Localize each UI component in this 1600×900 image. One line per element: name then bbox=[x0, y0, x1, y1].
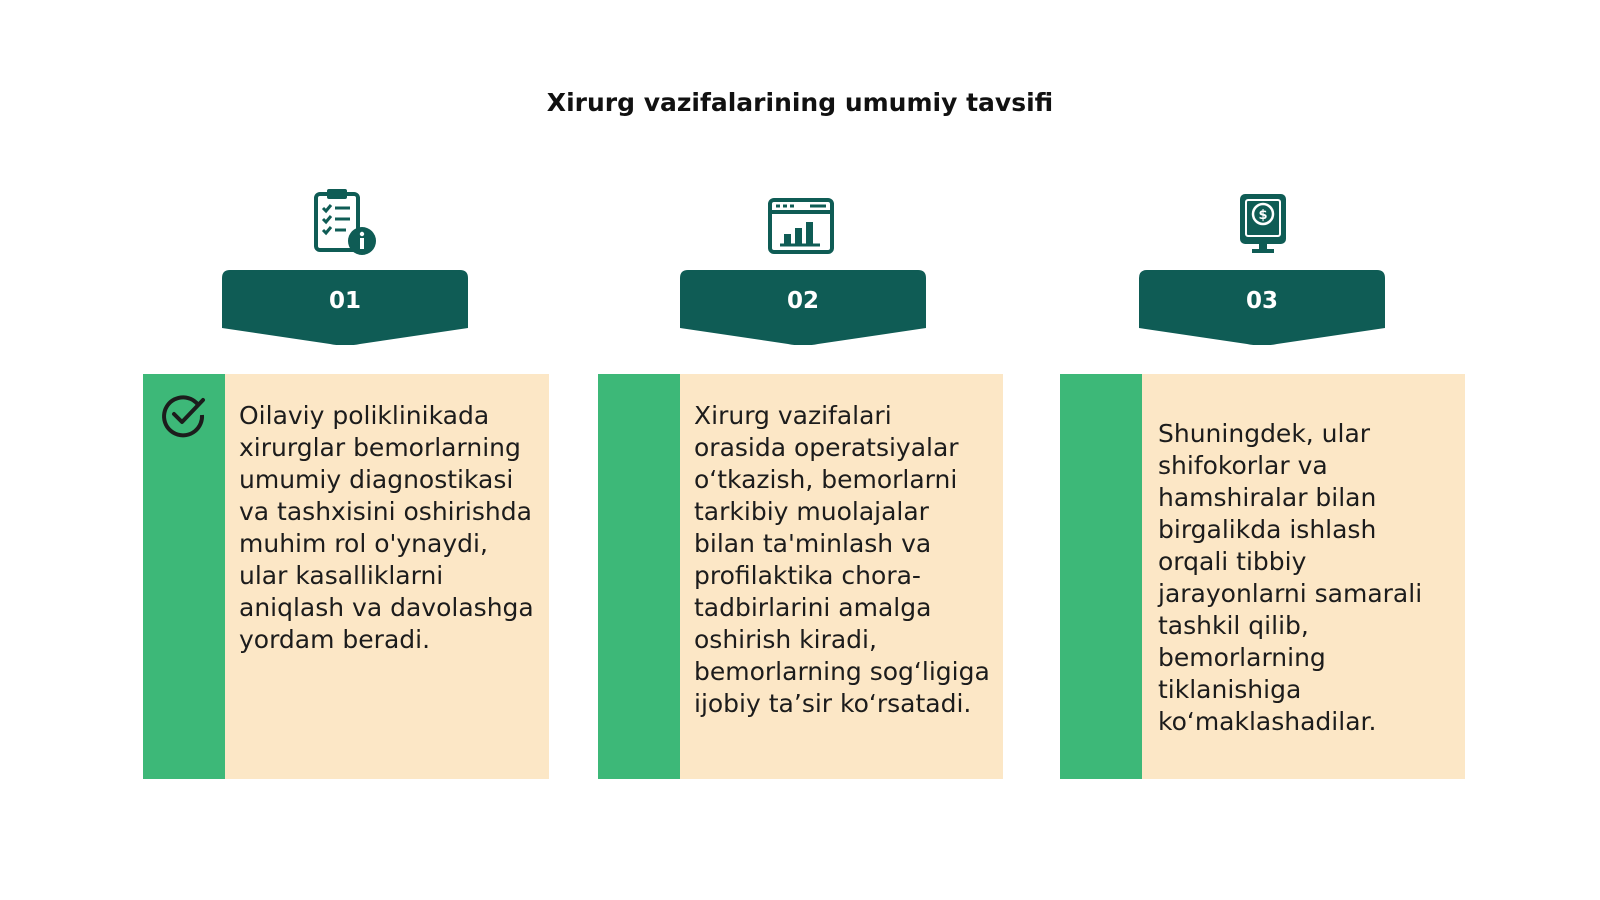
browser-bar-chart-icon bbox=[766, 188, 836, 258]
monitor-dollar-icon bbox=[1228, 188, 1298, 258]
page-title: Xirurg vazifalarining umumiy tavsifi bbox=[546, 88, 1054, 117]
step-tab-01 bbox=[222, 270, 468, 345]
card-text: Shuningdek, ular shifokorlar va hamshiralar bilan birgalikda ishlash orqali tibbiy jarayonlarni samarali tashkil qilib, bemorlarning tiklanishiga ko‘maklashadilar. bbox=[1158, 419, 1423, 736]
card-accent-bar bbox=[1060, 374, 1142, 779]
info-card-2 bbox=[598, 374, 1003, 779]
card-text: Oilaviy poliklinikada xirurglar bemorlarning umumiy diagnostikasi va tashxisini oshirishda muhim rol o'ynaydi, ular kasalliklarni aniqlash va davolashga yordam beradi. bbox=[239, 401, 534, 654]
step-tab-02 bbox=[680, 270, 926, 345]
svg-text:$: $ bbox=[1258, 208, 1268, 223]
step-number: 02 bbox=[786, 288, 819, 314]
info-card-3 bbox=[1060, 374, 1465, 779]
step-number: 01 bbox=[328, 288, 361, 314]
card-text: Xirurg vazifalari orasida operatsiyalar o‘tkazish, bemorlarni tarkibiy muolajalar bilan ta'minlash va profilaktika chora-tadbirlarini amalga oshirish kiradi, bemorlarning sog‘ligiga ijobiy ta’sir ko‘rsatadi. bbox=[694, 401, 990, 718]
step-tab-03 bbox=[1139, 270, 1385, 345]
check-circle-icon bbox=[161, 392, 207, 438]
card-accent-bar bbox=[598, 374, 680, 779]
info-card-1 bbox=[143, 374, 549, 779]
step-number: 03 bbox=[1245, 288, 1278, 314]
clipboard-checklist-info-icon bbox=[310, 188, 380, 258]
